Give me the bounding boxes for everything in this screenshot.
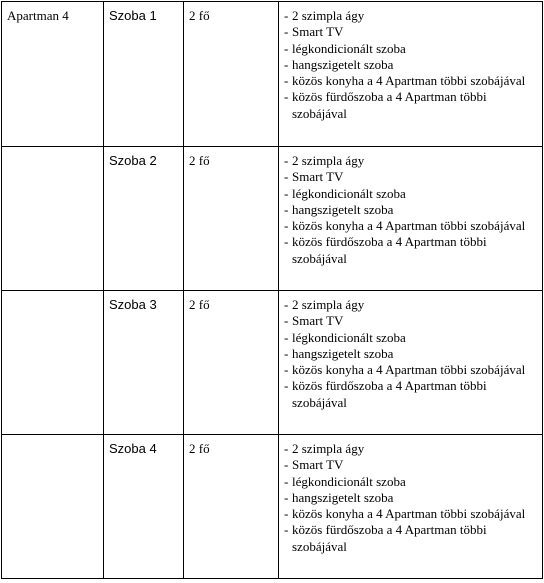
room-name-cell: Szoba 1 — [104, 2, 184, 147]
feature-text: hangszigetelt szoba — [292, 345, 394, 361]
capacity-cell: 2 fő — [184, 147, 279, 291]
dash-bullet: - — [284, 522, 289, 538]
feature-item — [284, 441, 537, 457]
capacity-cell: 2 fő — [184, 2, 279, 147]
apartment-cell — [2, 147, 104, 291]
feature-text: légkondicionált szoba — [292, 40, 406, 56]
dash-bullet: - — [284, 506, 289, 522]
features-list — [284, 441, 537, 555]
dash-bullet: - — [284, 473, 289, 489]
dash-bullet: - — [284, 329, 289, 345]
feature-item — [284, 234, 537, 267]
feature-text: közös fürdőszoba a 4 Apartman többi szobájával — [292, 234, 487, 266]
feature-text: közös fürdőszoba a 4 Apartman többi szobájával — [292, 89, 487, 121]
feature-item — [284, 169, 537, 185]
features-list — [284, 8, 537, 122]
capacity-cell: 2 fő — [184, 291, 279, 435]
feature-item — [284, 297, 537, 313]
features-cell — [279, 147, 543, 291]
feature-text: közös konyha a 4 Apartman többi szobájával — [292, 218, 526, 234]
dash-bullet: - — [284, 489, 289, 505]
dash-bullet: - — [284, 378, 289, 394]
feature-text: 2 szimpla ágy — [292, 441, 365, 456]
feature-item — [284, 202, 537, 218]
room-name-cell: Szoba 4 — [104, 435, 184, 579]
feature-item — [284, 24, 537, 40]
features-cell — [279, 2, 543, 147]
feature-text: 2 szimpla ágy — [292, 153, 365, 168]
feature-text: légkondicionált szoba — [292, 329, 406, 345]
feature-text: Smart TV — [292, 169, 344, 185]
feature-item — [284, 346, 537, 362]
feature-text: légkondicionált szoba — [292, 185, 406, 201]
dash-bullet: - — [284, 234, 289, 250]
apartment-cell — [2, 435, 104, 579]
dash-bullet: - — [284, 297, 289, 312]
feature-text: hangszigetelt szoba — [292, 56, 394, 72]
feature-text: légkondicionált szoba — [292, 473, 406, 489]
dash-bullet: - — [284, 24, 289, 40]
dash-bullet: - — [284, 73, 289, 89]
dash-bullet: - — [284, 56, 289, 72]
features-cell — [279, 291, 543, 435]
dash-bullet: - — [284, 313, 289, 329]
capacity-cell: 2 fő — [184, 435, 279, 579]
feature-item — [284, 474, 537, 490]
feature-text: 2 szimpla ágy — [292, 297, 365, 312]
feature-text: 2 szimpla ágy — [292, 8, 365, 23]
feature-item — [284, 490, 537, 506]
dash-bullet: - — [284, 89, 289, 105]
feature-item — [284, 218, 537, 234]
dash-bullet: - — [284, 169, 289, 185]
feature-item — [284, 506, 537, 522]
features-cell — [279, 435, 543, 579]
dash-bullet: - — [284, 457, 289, 473]
room-name-cell: Szoba 2 — [104, 147, 184, 291]
feature-item — [284, 522, 537, 555]
feature-item — [284, 57, 537, 73]
feature-text: Smart TV — [292, 24, 344, 40]
feature-item — [284, 41, 537, 57]
table-body — [2, 2, 543, 579]
feature-text: Smart TV — [292, 313, 344, 329]
feature-item — [284, 89, 537, 122]
feature-item — [284, 457, 537, 473]
dash-bullet: - — [284, 345, 289, 361]
dash-bullet: - — [284, 441, 289, 456]
feature-text: Smart TV — [292, 457, 344, 473]
feature-text: hangszigetelt szoba — [292, 489, 394, 505]
dash-bullet: - — [284, 218, 289, 234]
apartment-cell — [2, 291, 104, 435]
feature-item — [284, 330, 537, 346]
feature-text: hangszigetelt szoba — [292, 201, 394, 217]
table-row — [2, 435, 543, 579]
dash-bullet: - — [284, 362, 289, 378]
dash-bullet: - — [284, 153, 289, 168]
feature-text: közös konyha a 4 Apartman többi szobájával — [292, 73, 526, 89]
features-list — [284, 297, 537, 411]
feature-text: közös konyha a 4 Apartman többi szobájával — [292, 362, 526, 378]
dash-bullet: - — [284, 201, 289, 217]
feature-item — [284, 73, 537, 89]
dash-bullet: - — [284, 185, 289, 201]
feature-text: közös fürdőszoba a 4 Apartman többi szobájával — [292, 378, 487, 410]
feature-text: közös fürdőszoba a 4 Apartman többi szobájával — [292, 522, 487, 554]
feature-item — [284, 362, 537, 378]
feature-item — [284, 8, 537, 24]
dash-bullet: - — [284, 40, 289, 56]
dash-bullet: - — [284, 8, 289, 23]
apartment-rooms-table — [1, 1, 543, 579]
apartment-cell: Apartman 4 — [2, 2, 104, 147]
feature-item — [284, 378, 537, 411]
feature-item — [284, 313, 537, 329]
table-row — [2, 291, 543, 435]
feature-item — [284, 186, 537, 202]
table-row — [2, 2, 543, 147]
features-list — [284, 153, 537, 267]
room-name-cell: Szoba 3 — [104, 291, 184, 435]
table-row — [2, 147, 543, 291]
feature-item — [284, 153, 537, 169]
feature-text: közös konyha a 4 Apartman többi szobájával — [292, 506, 526, 522]
